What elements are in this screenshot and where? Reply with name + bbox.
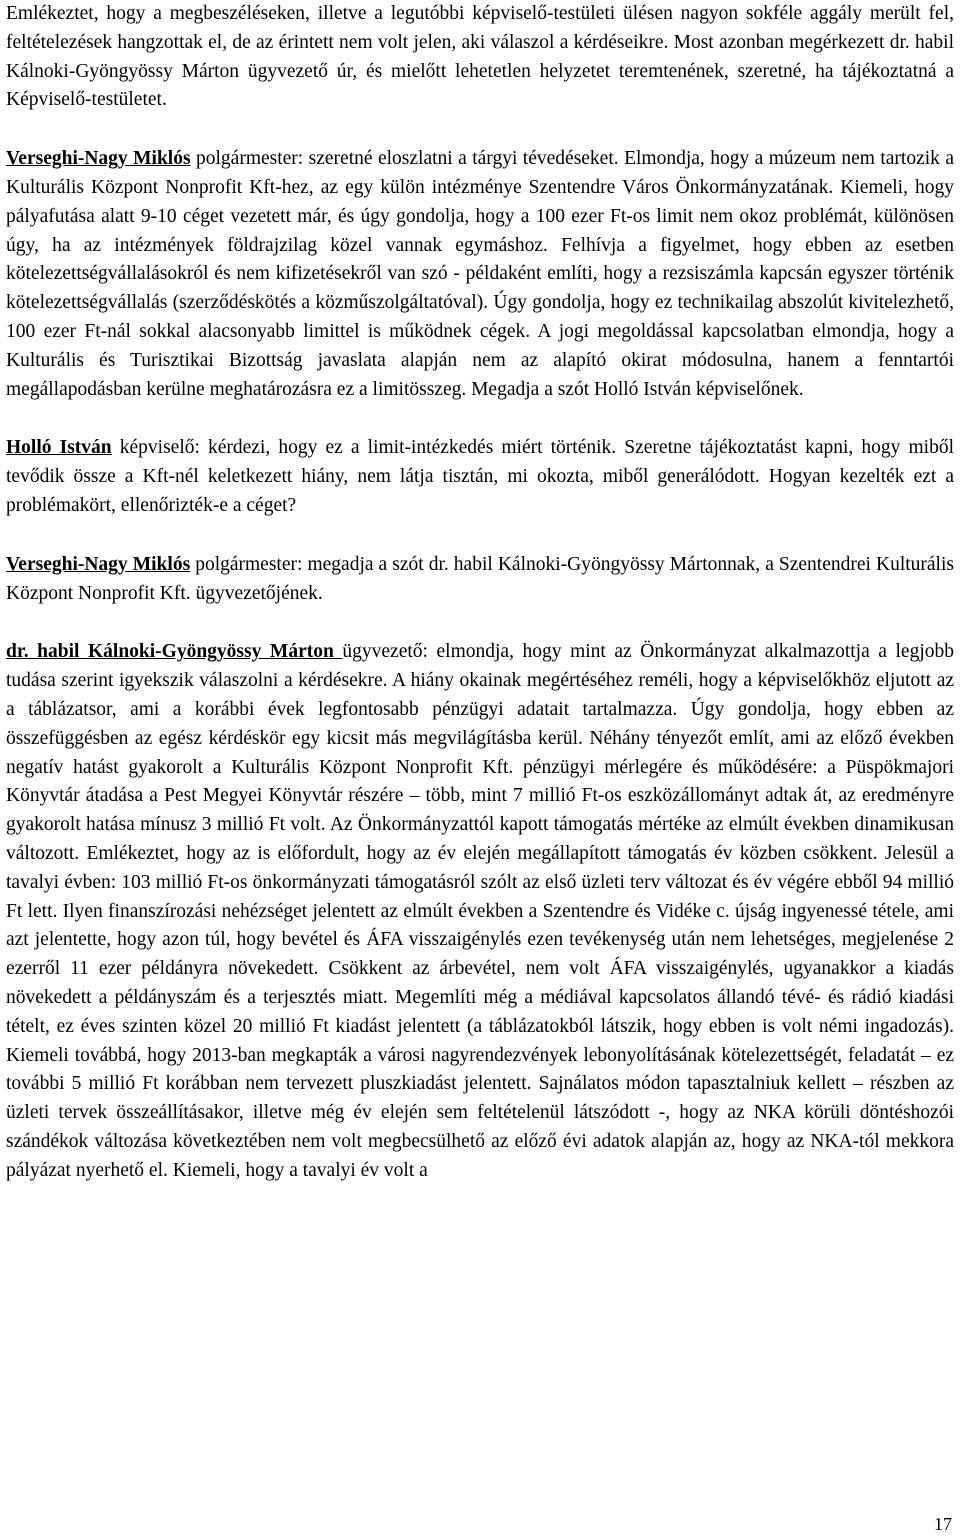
paragraph-gap [6, 521, 954, 551]
paragraph-mayor-1 [6, 145, 954, 404]
paragraph-mayor-2 [6, 551, 954, 609]
speaker-name: Verseghi-Nagy Miklós [6, 148, 191, 170]
paragraph-gap [6, 608, 954, 638]
paragraph-text: Emlékeztet, hogy a megbeszéléseken, illetve a legutóbbi képviselő-testületi ülésen nagyon sokféle aggály merült fel, feltételezések hangzottak el, de az érintett nem volt jelen, aki válaszol a kérdéseikre. Most azonban megérkezett dr. habil Kálnoki-Gyöngyössy Márton ügyvezető úr, és mielőtt lehetetlen helyzetet teremtenének, szeretné, ha tájékoztatná a Képviselő-testületet. [6, 3, 954, 111]
paragraph-gap [6, 115, 954, 145]
paragraph-intro [6, 0, 954, 115]
speaker-name: Holló István [6, 437, 112, 459]
paragraph-text: képviselő: kérdezi, hogy ez a limit-intézkedés miért történik. Szeretne tájékoztatást kapni, hogy miből tevődik össze a Kft-nél keletkezett hiány, nem látja tisztán, mi okozta, miből generálódott. Hogyan kezelték ezt a problémakört, ellenőrizték-e a céget? [6, 437, 954, 516]
paragraph-text: polgármester: szeretné eloszlatni a tárgyi tévedéseket. Elmondja, hogy a múzeum nem tartozik a Kulturális Központ Nonprofit Kft-hez, az egy külön intézménye Szentendre Város Önkormányzatának. Kiemeli, hogy pályafutása alatt 9-10 céget vezetett már, és úgy gondolja, hogy a 100 ezer Ft-os limit nem okoz problémát, különösen úgy, ha az intézmények földrajzilag közel vannak egymáshoz. Felhívja a figyelmet, hogy ebben az esetben kötelezettségvállalásokról és nem kifizetésekről van szó - példaként említi, hogy a rezsiszámla kapcsán egyszer történik kötelezettségvállalás (szerződéskötés a közműszolgáltatóval). Úgy gondolja, hogy ez technikailag abszolút kivitelezhető, 100 ezer Ft-nál sokkal alacsonyabb limittel is működnek cégek. A jogi megoldással kapcsolatban elmondja, hogy a Kulturális és Turisztikai Bizottság javaslata alapján nem az alapító okirat módosulna, hanem a fenntartói megállapodásban kerülne meghatározásra ez a limitösszeg. Megadja a szót Holló István képviselőnek. [6, 148, 955, 400]
paragraph-kalnoki [6, 638, 954, 1185]
page-number: 17 [934, 1514, 952, 1534]
speaker-name: dr. habil Kálnoki-Gyöngyössy Márton [6, 641, 343, 663]
paragraph-hollo [6, 434, 954, 520]
document-page [6, 0, 954, 1185]
paragraph-text: ügyvezető: elmondja, hogy mint az Önkormányzat alkalmazottja a legjobb tudása szerint igyekszik válaszolni a kérdésekre. A hiány okainak megértéséhez reméli, hogy a képviselőkhöz eljutott az a táblázatsor, ami a korábbi évek legfontosabb pénzügyi adatait tartalmazza. Úgy gondolja, hogy ebben az összefüggésben az egész kérdéskör egy kicsit más megvilágításba kerül. Néhány tényezőt említ, ami az előző években negatív hatást gyakorolt a Kulturális Központ Nonprofit Kft. pénzügyi mérlegére és működésére: a Püspökmajori Könyvtár átadása a Pest Megyei Könyvtár részére – több, mint 7 millió Ft-os eszközállományt adtak át, az eredményre gyakorolt hatása mínusz 3 millió Ft volt. Az Önkormányzattól kapott támogatás mértéke az elmúlt években dinamikusan változott. Emlékeztet, hogy az is előfordult, hogy az év elején megállapított támogatás év közben csökkent. Jelesül a tavalyi évben: 103 millió Ft-os önkormányzati támogatásról szólt az első üzleti terv változat és év végére ebből 94 millió Ft lett. Ilyen finanszírozási nehézséget jelentett az elmúlt években a Szentendre és Vidéke c. újság ingyenessé tétele, ami azt jelentette, hogy azon túl, hogy bevétel és ÁFA visszaigénylés ezen tevékenység után nem lehetséges, megjelenése 2 ezerről 11 ezer példányra növekedett. Csökkent az árbevétel, nem volt ÁFA visszaigénylés, ugyanakkor a kiadás növekedett a példányszám és a terjesztés miatt. Megemlíti még a médiával kapcsolatos állandó tévé- és rádió kiadási tételt, ez éves szinten közel 20 millió Ft kiadást jelentett (a táblázatokból látszik, hogy ebben is volt némi ingadozás). Kiemeli továbbá, hogy 2013-ban megkapták a városi nagyrendezvények lebonyolításának kötelezettségét, feladatát – ez további 5 millió Ft korábban nem tervezett pluszkiadást jelentett. Sajnálatos módon tapasztalniuk kellett – részben az üzleti tervek összeállításakor, illetve még év elején sem feltételenül látszódott -, hogy az NKA körüli döntéshozói szándékok változása következtében nem volt megbecsülhető az előző évi adatok alapján az, hogy az NKA-tól mekkora pályázat nyerhető el. Kiemeli, hogy a tavalyi év volt a [6, 641, 954, 1181]
speaker-name: Verseghi-Nagy Miklós [6, 553, 191, 575]
paragraph-text: polgármester: megadja a szót dr. habil Kálnoki-Gyöngyössy Mártonnak, a Szentendrei Kulturális Központ Nonprofit Kft. ügyvezetőjének. [6, 553, 954, 604]
paragraph-gap [6, 404, 954, 434]
